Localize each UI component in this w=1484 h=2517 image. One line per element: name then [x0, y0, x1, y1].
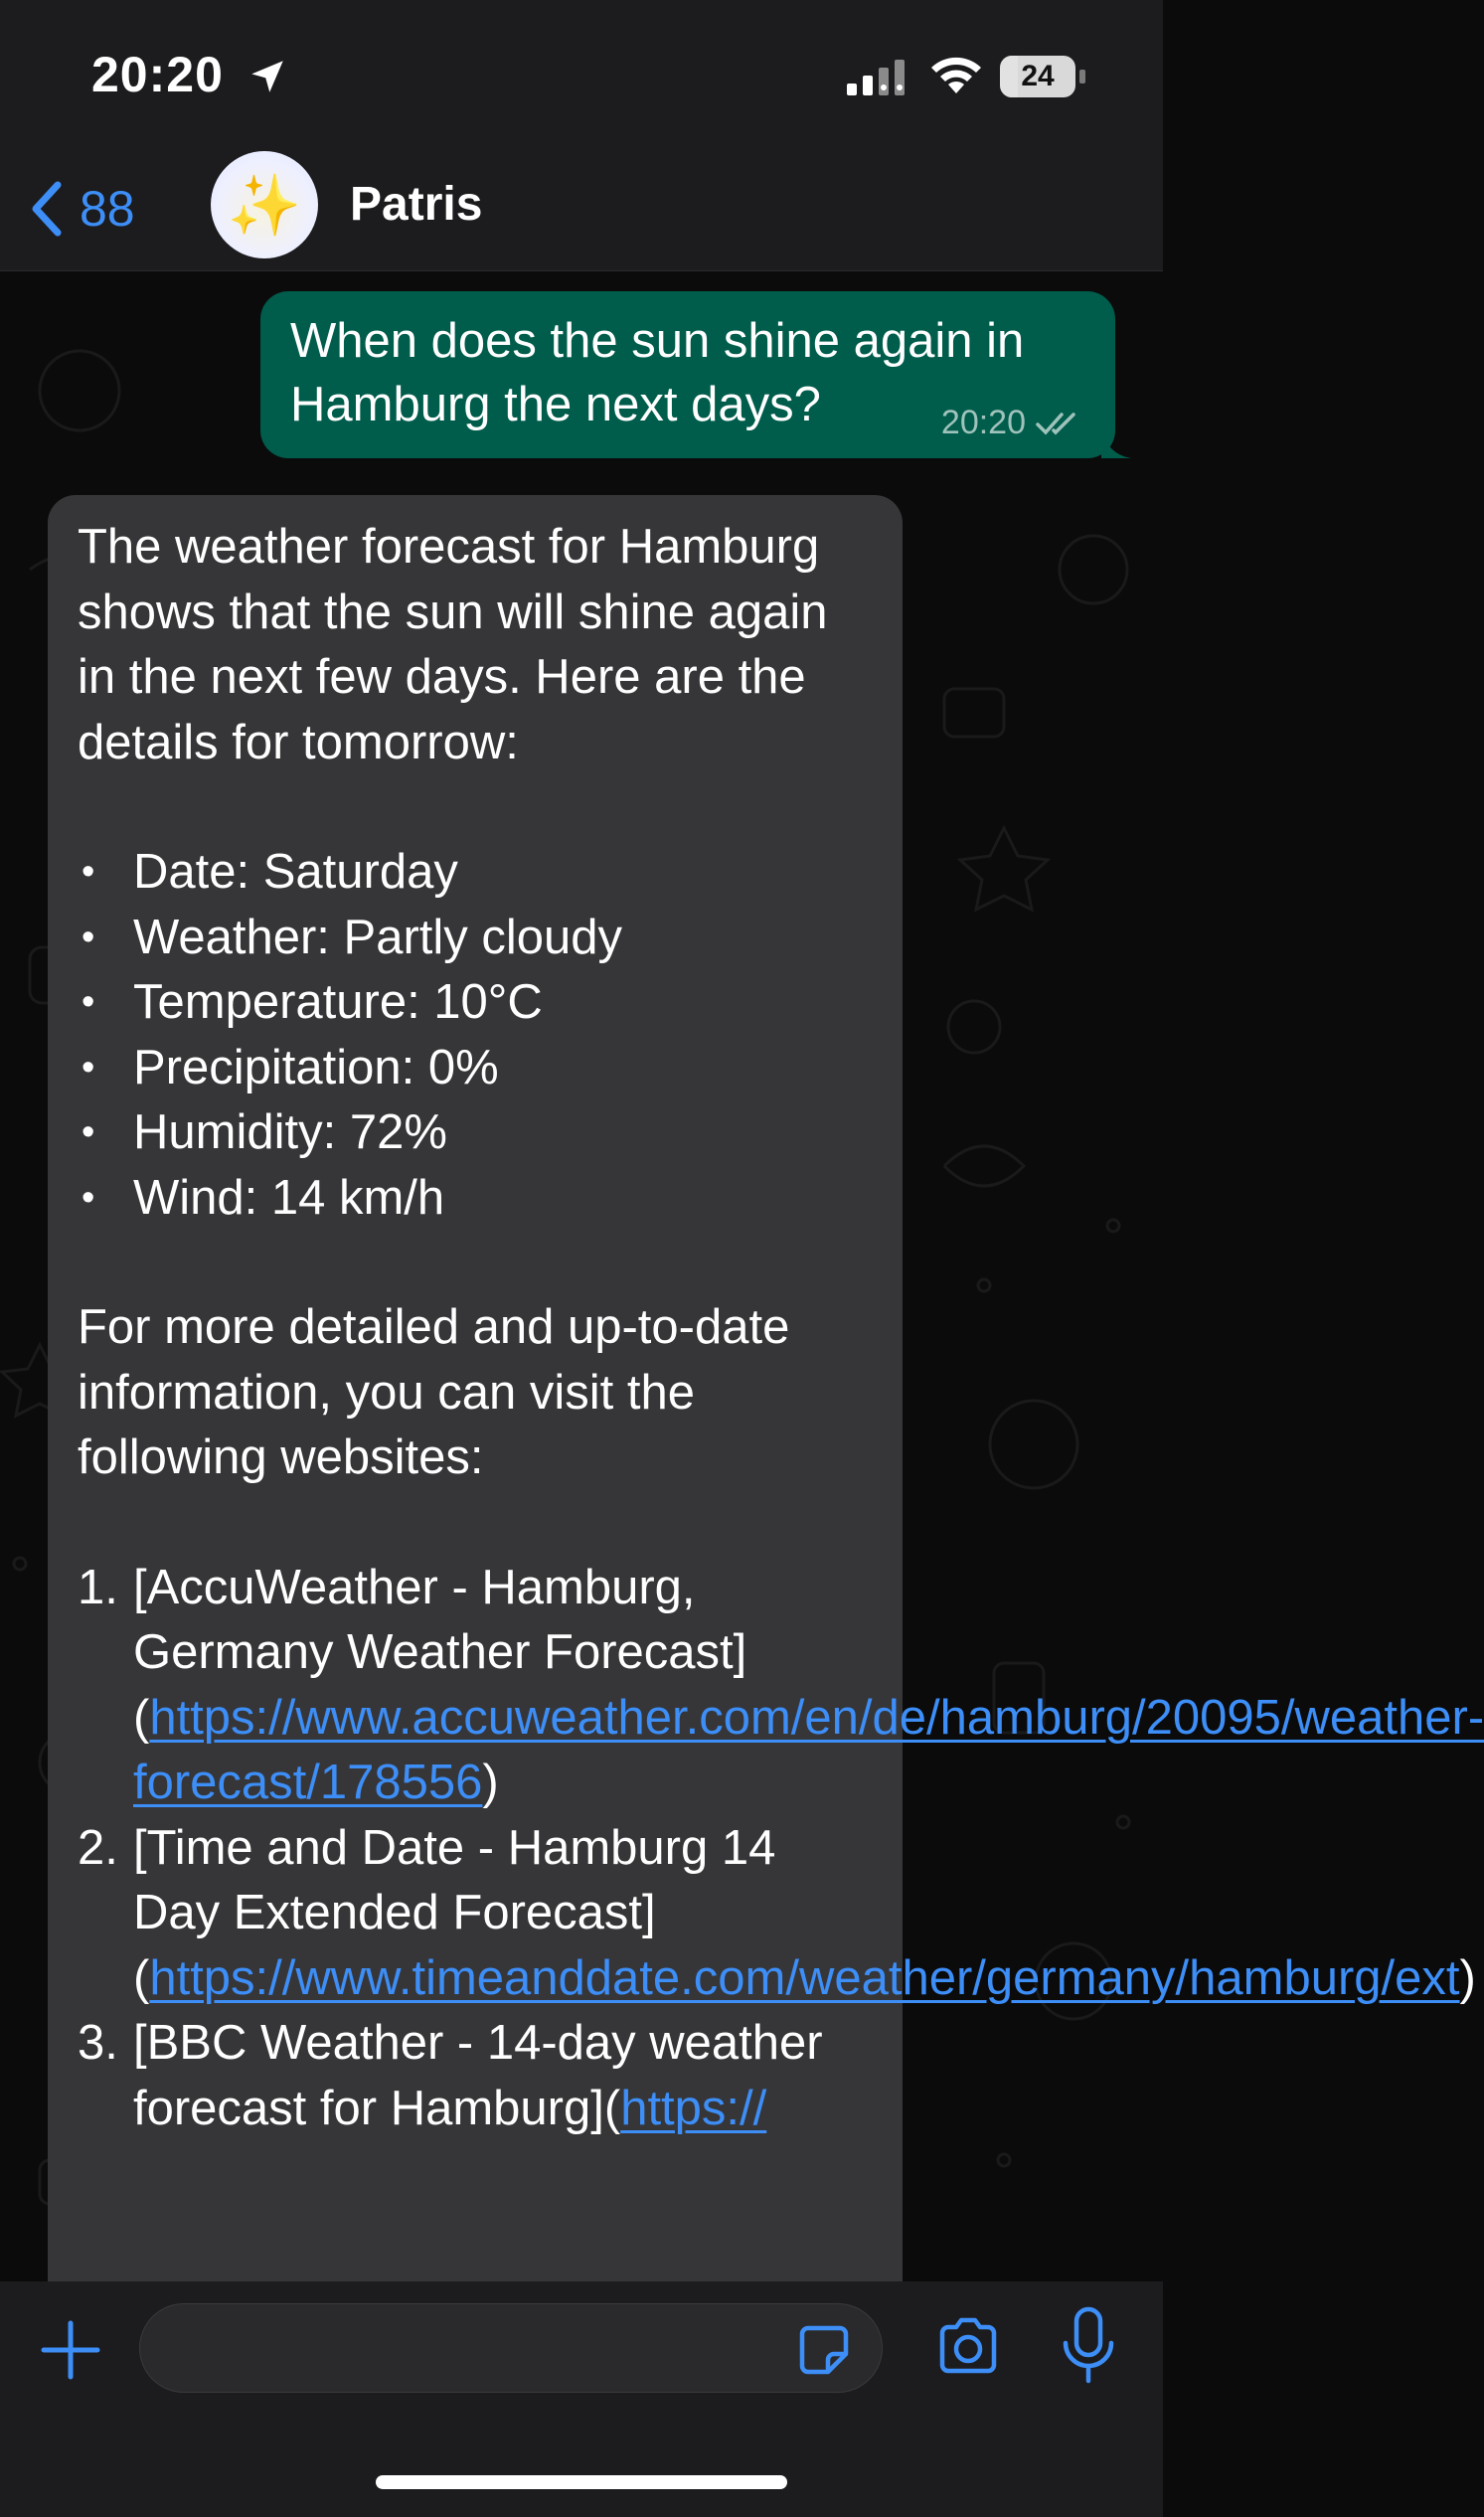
forecast-details-list — [78, 840, 873, 1231]
paren-open: ( — [603, 2081, 621, 2135]
link-label: [BBC Weather - 14-day weather forecast for Hamburg] — [133, 2016, 823, 2135]
battery-indicator — [1000, 56, 1083, 97]
bbc-weather-link[interactable]: https:// — [620, 2081, 767, 2135]
timeanddate-link[interactable]: https://www.timeanddate.com/weather/germany/hamburg/ext — [149, 1950, 1460, 2005]
home-indicator[interactable] — [376, 2475, 787, 2489]
list-item: • Wind: 14 km/h — [133, 1166, 873, 1232]
message-intro: The weather forecast for Hamburg shows that the sun will shine again in the next few days. Here are the details for tomorrow: — [78, 520, 828, 769]
paren-open: ( — [133, 1950, 150, 2005]
more-info-text: For more detailed and up-to-date information, you can visit the following websites: — [78, 1300, 790, 1484]
chat-header — [0, 149, 1163, 268]
back-button[interactable] — [28, 169, 135, 249]
microphone-icon[interactable] — [1056, 2305, 1121, 2387]
list-number: 2. — [78, 1820, 118, 1875]
list-item: • Date: Saturday — [133, 840, 873, 906]
paren-close: ) — [1459, 1950, 1476, 2005]
contact-name[interactable]: Patris — [350, 178, 483, 231]
chat-area[interactable] — [0, 271, 1484, 2281]
status-bar — [0, 0, 1163, 149]
websites-list — [78, 1556, 1484, 2142]
list-number: 1. — [78, 1560, 118, 1614]
top-bar — [0, 0, 1163, 271]
list-item — [78, 2011, 873, 2141]
accuweather-link[interactable]: https://www.accuweather.com/en/de/hamburg/20095/weather-forecast/178556 — [133, 1690, 1484, 1809]
list-item — [78, 1556, 1484, 1816]
list-item: • Humidity: 72% — [133, 1100, 873, 1166]
paren-close: ) — [482, 1756, 499, 1809]
status-time: 20:20 — [91, 47, 224, 102]
link-label: [Time and Date - Hamburg 14 Day Extended Forecast] — [133, 1820, 776, 1939]
cellular-signal-icon — [845, 58, 908, 97]
camera-icon[interactable] — [932, 2311, 1004, 2383]
plus-icon[interactable] — [38, 2317, 103, 2383]
unread-count: 88 — [80, 181, 135, 237]
list-item: • Weather: Partly cloudy — [133, 906, 873, 971]
location-arrow-icon — [247, 56, 288, 97]
outgoing-message-text: When does the sun shine again in Hamburg the next days? — [290, 314, 1025, 431]
bubble-tail — [1101, 428, 1131, 458]
message-input[interactable] — [139, 2303, 883, 2393]
paren-open: ( — [133, 1690, 150, 1745]
message-time: 20:20 — [940, 404, 1026, 441]
link-label: [AccuWeather - Hamburg, Germany Weather Forecast] — [133, 1560, 747, 1679]
message-meta — [941, 404, 1081, 442]
list-number: 3. — [78, 2016, 118, 2070]
double-check-icon — [1034, 409, 1081, 438]
avatar-sparkles-icon: ✨ — [227, 171, 302, 239]
battery-level: 24 — [1021, 60, 1055, 92]
outgoing-message[interactable] — [260, 291, 1115, 458]
list-item: • Temperature: 10°C — [133, 970, 873, 1036]
avatar[interactable] — [211, 151, 318, 258]
sticker-icon[interactable] — [796, 2322, 852, 2378]
list-item — [78, 1816, 1476, 2012]
list-item: • Precipitation: 0% — [133, 1036, 873, 1101]
incoming-message[interactable] — [48, 495, 1484, 2384]
wifi-icon — [928, 54, 984, 97]
chevron-left-icon — [28, 179, 66, 239]
